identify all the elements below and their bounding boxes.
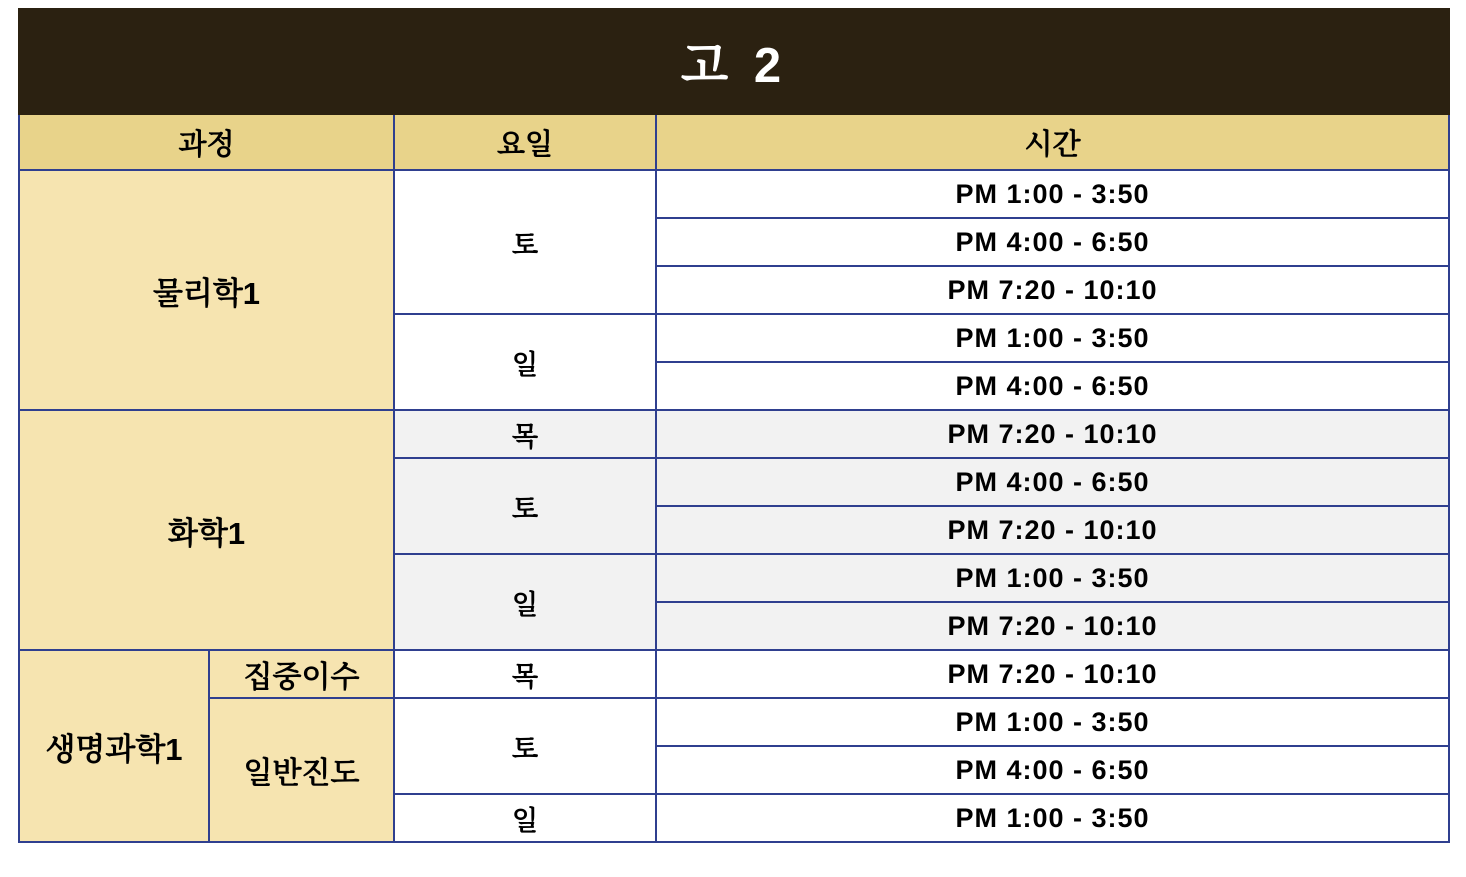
time-slot: PM 7:20 - 10:10 (656, 506, 1449, 554)
time-slot: PM 7:20 - 10:10 (656, 410, 1449, 458)
header-time: 시간 (656, 114, 1449, 170)
day-label: 토 (394, 170, 656, 314)
time-slot: PM 1:00 - 3:50 (656, 314, 1449, 362)
time-slot: PM 1:00 - 3:50 (656, 554, 1449, 602)
header-day: 요일 (394, 114, 656, 170)
time-slot: PM 7:20 - 10:10 (656, 650, 1449, 698)
table-row (19, 650, 1449, 698)
header-course: 과정 (19, 114, 394, 170)
table-row (19, 170, 1449, 218)
day-label: 일 (394, 554, 656, 650)
table-row (19, 410, 1449, 458)
title-row (19, 9, 1449, 114)
day-label: 목 (394, 650, 656, 698)
time-slot: PM 1:00 - 3:50 (656, 698, 1449, 746)
time-slot: PM 4:00 - 6:50 (656, 458, 1449, 506)
track-label: 일반진도 (209, 698, 394, 842)
time-slot: PM 1:00 - 3:50 (656, 170, 1449, 218)
time-slot: PM 4:00 - 6:50 (656, 746, 1449, 794)
schedule-table (18, 8, 1450, 843)
course-name: 생명과학1 (19, 650, 209, 842)
page-title: 고 2 (19, 9, 1449, 114)
time-slot: PM 7:20 - 10:10 (656, 266, 1449, 314)
track-label: 집중이수 (209, 650, 394, 698)
time-slot: PM 7:20 - 10:10 (656, 602, 1449, 650)
day-label: 일 (394, 314, 656, 410)
table-row (19, 698, 1449, 746)
time-slot: PM 4:00 - 6:50 (656, 218, 1449, 266)
header-row (19, 114, 1449, 170)
time-slot: PM 4:00 - 6:50 (656, 362, 1449, 410)
day-label: 일 (394, 794, 656, 842)
day-label: 토 (394, 458, 656, 554)
time-slot: PM 1:00 - 3:50 (656, 794, 1449, 842)
day-label: 토 (394, 698, 656, 794)
course-name: 화학1 (19, 410, 394, 650)
course-name: 물리학1 (19, 170, 394, 410)
day-label: 목 (394, 410, 656, 458)
